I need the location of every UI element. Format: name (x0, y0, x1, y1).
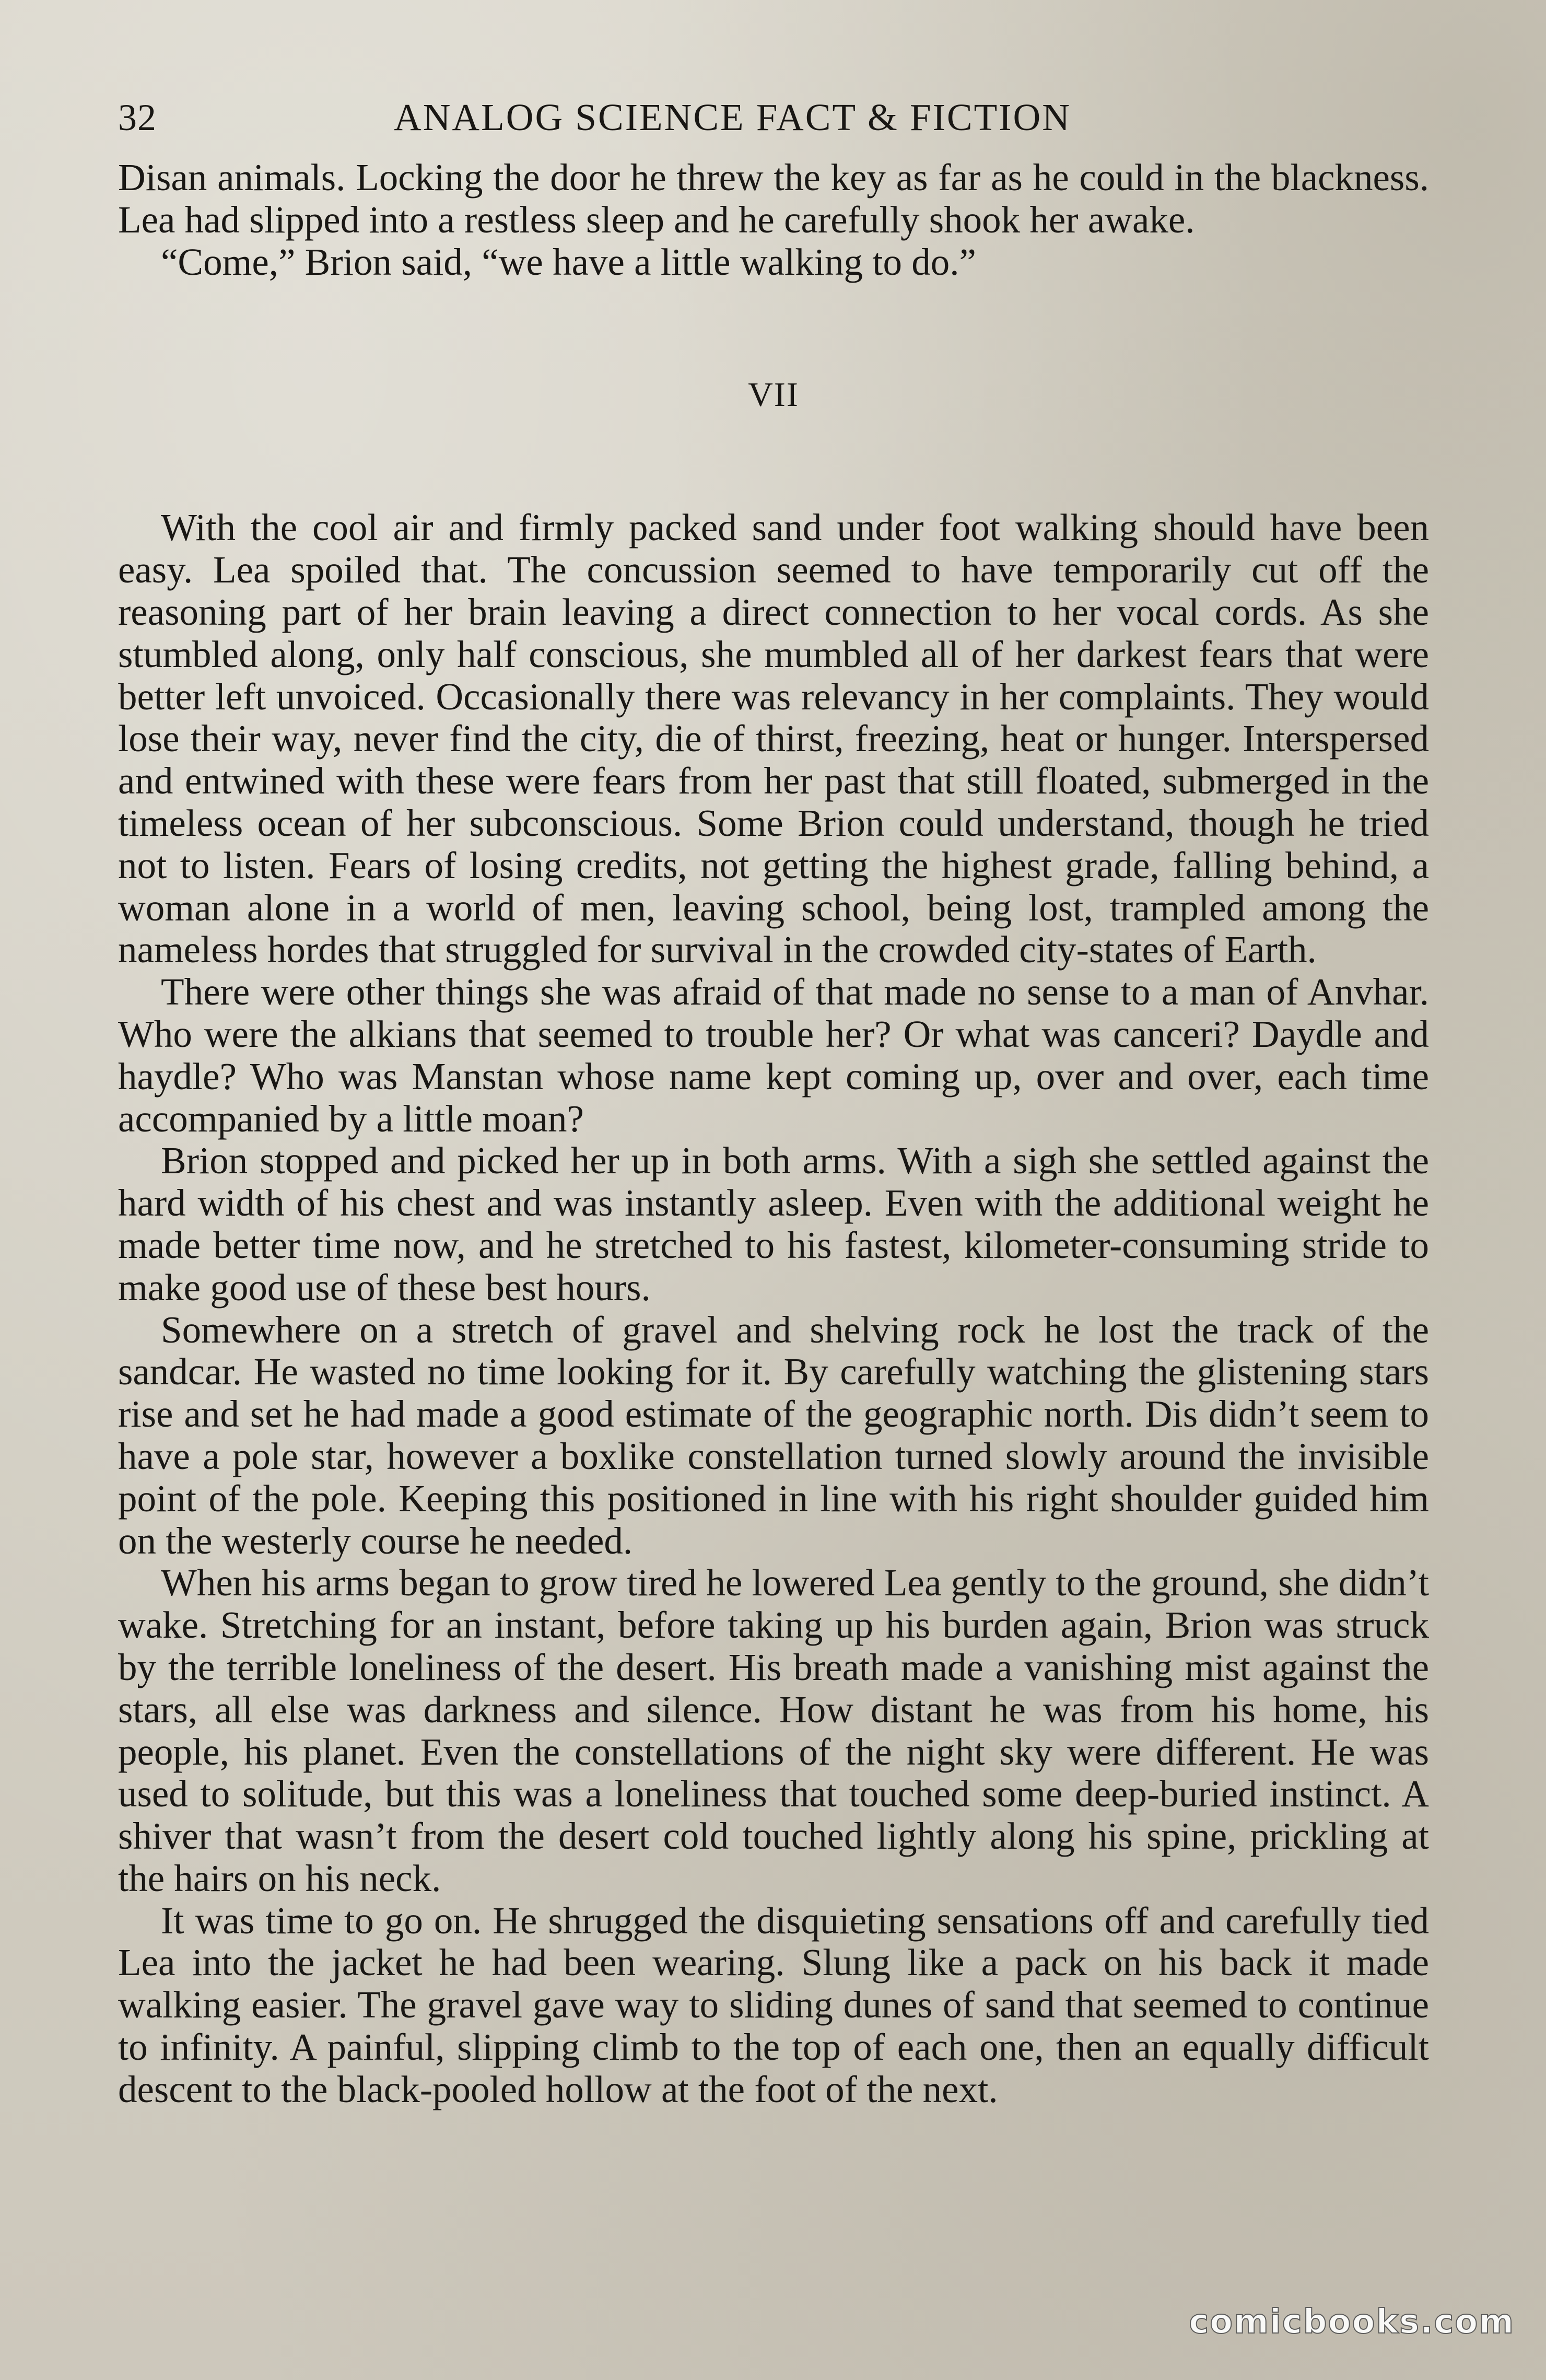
running-head (118, 89, 1429, 146)
dialogue-paragraph: “Come,” Brion said, “we have a little walking to do.” (161, 240, 976, 283)
body-paragraph: Somewhere on a stretch of gravel and shelving rock he lost the track of the sandcar. He wasted no time looking for it. By carefully watching the glistening stars rise and set he had made a good estimate of the geographic north. Dis didn’t seem to have a pole star, however a boxlike constellation turned slowly around the invisible point of the pole. Keeping this positioned in line with his right shoulder guided him on the westerly course he needed. (118, 1308, 1429, 1562)
site-watermark: comicbooks.com (1189, 2303, 1515, 2341)
body-paragraph: With the cool air and firmly packed sand under foot walking should have been easy. Lea spoiled that. The concussion seemed to have temporarily cut off the reasoning part of her brain leaving a direct connection to her vocal cords. As she stumbled along, only half conscious, she mumbled all of her darkest fears that were better left unvoiced. Occasionally there was relevancy in her complaints. They would lose their way, never find the city, die of thirst, freezing, heat or hunger. Interspersed and entwined with these were fears from her past that still floated, submerged in the timeless ocean of her subconscious. Some Brion could understand, though he tried not to listen. Fears of losing credits, not getting the highest grade, falling behind, a woman alone in a world of men, leaving school, being lost, trampled among the nameless hordes that struggled for survival in the crowded city-states of Earth. (118, 506, 1429, 971)
running-title: ANALOG SCIENCE FACT & FICTION (394, 96, 1071, 138)
body-paragraph: It was time to go on. He shrugged the disquieting sensations off and carefully tied Lea into the jacket he had been wearing. Slung like a pack on his back it made walking easier. The gravel gave way to sliding dunes of sand that seemed to continue to infinity. A painful, slipping climb to the top of each one, then an equally difficult descent to the black-pooled hollow at the foot of the next. (118, 1899, 1429, 2110)
body-paragraph: There were other things she was afraid of that made no sense to a man of Anvhar. Who were the alkians that seemed to trouble her? Or what was canceri? Daydle and haydle? Who was Manstan whose name kept coming up, over and over, each time accompanied by a little moan? (118, 971, 1429, 1140)
page-number: 32 (118, 97, 157, 138)
body-paragraph: When his arms began to grow tired he lowered Lea gently to the ground, she didn’t wake. Stretching for an instant, before taking up his burden again, Brion was struck by the terrible loneliness of the desert. His breath made a vanishing mist against the stars, all else was darkness and silence. How distant he was from his home, his people, his planet. Even the constellations of the night sky were different. He was used to solitude, but this was a loneliness that touched some deep-buried instinct. A shiver that wasn’t from the desert cold touched lightly along his spine, prickling at the hairs on his neck. (118, 1561, 1429, 1899)
body-paragraph: Brion stopped and picked her up in both arms. With a sigh she settled against the hard width of his chest and was instantly asleep. Even with the additional weight he made better time now, and he stretched to his fastest, kilometer-consuming stride to make good use of these best hours. (118, 1139, 1429, 1309)
opening-paragraph: Disan animals. Locking the door he threw the key as far as he could in the blackness. Lea had slipped into a restless sleep and he carefully shook her awake. (118, 156, 1429, 241)
text-column (118, 157, 1429, 2111)
chapter-number: VII (748, 376, 799, 414)
